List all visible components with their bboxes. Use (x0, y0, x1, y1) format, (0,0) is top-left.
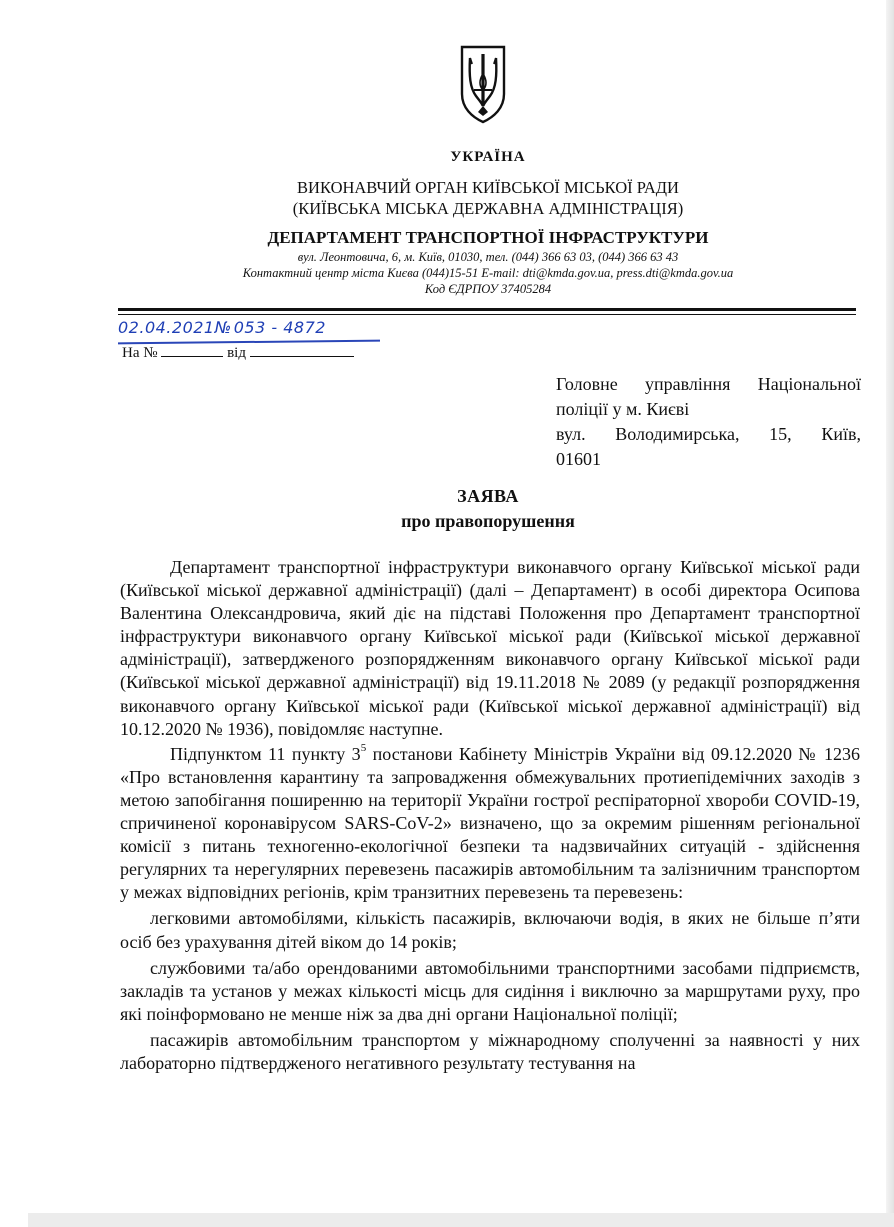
country-name: УКРАЇНА (450, 149, 526, 165)
org-name-line2: (КИЇВСЬКА МІСЬКА ДЕРЖАВНА АДМІНІСТРАЦІЯ) (292, 199, 684, 218)
recipient-line3: вул. Володимирська, 15, Київ, (556, 424, 861, 444)
department-contact: Контактний центр міста Києва (044)15-51 E-mail: dti@kmda.gov.ua, press.dti@kmda.gov.ua (242, 266, 734, 280)
paragraph-4: службовими та/або орендованими автомобільними транспортними засобами підприємств, закладів та установ у межах кількості місць для сидіння і виключно за маршрутами руху, про які поінформовано не менше ніж за два дні органи Національної поліції; (120, 957, 860, 1024)
paragraph-3: легковими автомобілями, кількість пасажирів, включаючи водія, в яких не більше п’яти осіб без урахування дітей віком до 14 років; (120, 908, 860, 952)
reply-number-blank (161, 343, 223, 357)
recipient-line1: Головне управління Національної (556, 374, 861, 394)
scan-edge-bottom (28, 1213, 894, 1227)
paragraph-2-superscript: 5 (360, 741, 367, 754)
reply-date-blank (250, 343, 354, 357)
recipient-line4: 01601 (556, 449, 601, 469)
department-address: вул. Леонтовича, 6, м. Київ, 01030, тел. (044) 366 63 03, (044) 366 63 43 (297, 250, 679, 264)
recipient-block (556, 372, 861, 472)
coat-of-arms-icon (458, 44, 508, 124)
document-title: ЗАЯВА (457, 486, 519, 506)
department-name: ДЕПАРТАМЕНТ ТРАНСПОРТНОЇ ІНФРАСТРУКТУРИ (267, 228, 709, 247)
registration-number: 053 - 4872 (233, 318, 326, 337)
reply-reference-line (122, 343, 354, 362)
document-body (120, 556, 860, 1075)
registration-number-sign: № (214, 318, 232, 337)
registration-date: 02.04.2021 (118, 318, 215, 337)
edrpou-code: Код ЄДРПОУ 37405284 (424, 282, 552, 296)
document-subtitle: про правопорушення (401, 511, 575, 531)
from-label: від (227, 345, 246, 361)
registration-handwritten (118, 318, 326, 337)
paragraph-1: Департамент транспортної інфраструктури виконавчого органу Київської міської ради (Київської міської державної адміністрації) (далі – Департамент) в особі директора Осипова Валентина Олександровича, який діє на підставі Положення про Департамент транспортної інфраструктури виконавчого органу Київської міської ради (Київської міської державної адміністрації), затвердженого розпорядженням виконавчого органу Київської міської ради (Київської міської державної адміністрації) від 19.11.2018 № 2089 (у редакції розпорядження виконавчого органу Київської міської ради (Київської міської державної адміністрації) від 10.12.2020 № 1936), повідомляє наступне. (120, 557, 860, 739)
paragraph-2-rest: постанови Кабінету Міністрів України від 09.12.2020 № 1236 «Про встановлення карантину та запровадження обмежувальних протиепідемічних заходів з метою запобігання поширенню на території України гострої респіраторної хвороби COVID-19, спричиненої коронавірусом SARS-CoV-2» визначено, що за окремим рішенням регіональної комісії з питань техногенно-екологічної безпеки та надзвичайних ситуацій - здійснення регулярних та нерегулярних перевезень пасажирів автомобільним та залізничним транспортом у межах відповідних регіонів, крім транзитних перевезень та перевезень: (120, 743, 860, 903)
paragraph-5: пасажирів автомобільним транспортом у міжнародному сполученні за наявності у них лабораторно підтвердженого негативного результату тестування на (120, 1029, 860, 1073)
header-divider-thick (118, 308, 856, 311)
scan-edge-right (886, 0, 894, 1227)
header-divider-thin (118, 314, 856, 315)
paragraph-2-start: Підпунктом 11 пункту 3 (170, 743, 361, 764)
reply-label: На № (122, 345, 158, 361)
recipient-line2: поліції у м. Києві (556, 399, 690, 419)
paragraph-2 (120, 743, 860, 905)
org-name-line1: ВИКОНАВЧИЙ ОРГАН КИЇВСЬКОЇ МІСЬКОЇ РАДИ (297, 178, 679, 197)
